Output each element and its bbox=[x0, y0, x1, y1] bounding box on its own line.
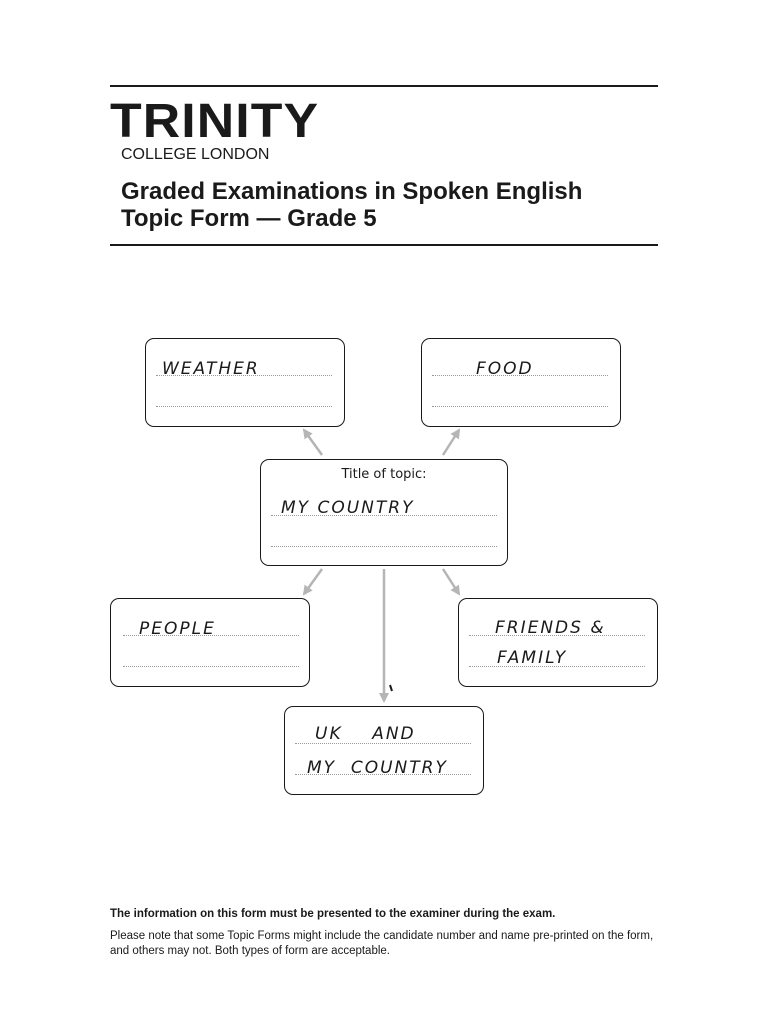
subtopic-text-line-2: FAMILY bbox=[497, 648, 568, 668]
dotted-line bbox=[271, 546, 497, 547]
dotted-line bbox=[156, 375, 332, 376]
subtopic-box-bottom[interactable] bbox=[284, 706, 484, 795]
dotted-line bbox=[123, 666, 299, 667]
trinity-logo: TRINITY bbox=[110, 95, 320, 148]
subtopic-box-top-left[interactable] bbox=[145, 338, 345, 427]
subtopic-text: UK AND bbox=[315, 724, 416, 744]
subtopic-text: FRIENDS & bbox=[495, 618, 606, 638]
arrow-to-top-left bbox=[304, 430, 322, 455]
dotted-line bbox=[123, 635, 299, 636]
dotted-line bbox=[432, 406, 608, 407]
dotted-line bbox=[469, 635, 645, 636]
arrow-to-mid-right bbox=[443, 569, 459, 594]
dotted-line bbox=[295, 774, 471, 775]
page-title: Graded Examinations in Spoken English bbox=[121, 178, 583, 205]
subtopic-text: WEATHER bbox=[162, 359, 260, 379]
dotted-line bbox=[156, 406, 332, 407]
dotted-line bbox=[432, 375, 608, 376]
form-note: Please note that some Topic Forms might include the candidate number and name pre-printed on the form, and others may not. Both types of form are acceptable. bbox=[110, 930, 654, 957]
subtopic-box-mid-left[interactable] bbox=[110, 598, 310, 687]
subtopic-text-line-2: MY COUNTRY bbox=[307, 758, 448, 778]
dotted-line bbox=[271, 515, 497, 516]
topic-title-text: MY COUNTRY bbox=[281, 498, 415, 518]
subtopic-text: PEOPLE bbox=[139, 619, 216, 639]
logo-subtitle: COLLEGE LONDON bbox=[121, 146, 270, 163]
arrow-to-top-right bbox=[443, 430, 459, 455]
page-subtitle: Topic Form — Grade 5 bbox=[121, 205, 377, 232]
pen-mark bbox=[390, 685, 392, 691]
arrow-to-mid-left bbox=[304, 569, 322, 594]
topic-title-label: Title of topic: bbox=[341, 467, 427, 482]
topic-title-box[interactable] bbox=[260, 459, 508, 566]
dotted-line bbox=[469, 666, 645, 667]
exam-instruction: The information on this form must be presented to the examiner during the exam. bbox=[110, 908, 556, 920]
subtopic-box-top-right[interactable] bbox=[421, 338, 621, 427]
subtopic-box-mid-right[interactable] bbox=[458, 598, 658, 687]
subtopic-text: FOOD bbox=[476, 359, 534, 379]
dotted-line bbox=[295, 743, 471, 744]
